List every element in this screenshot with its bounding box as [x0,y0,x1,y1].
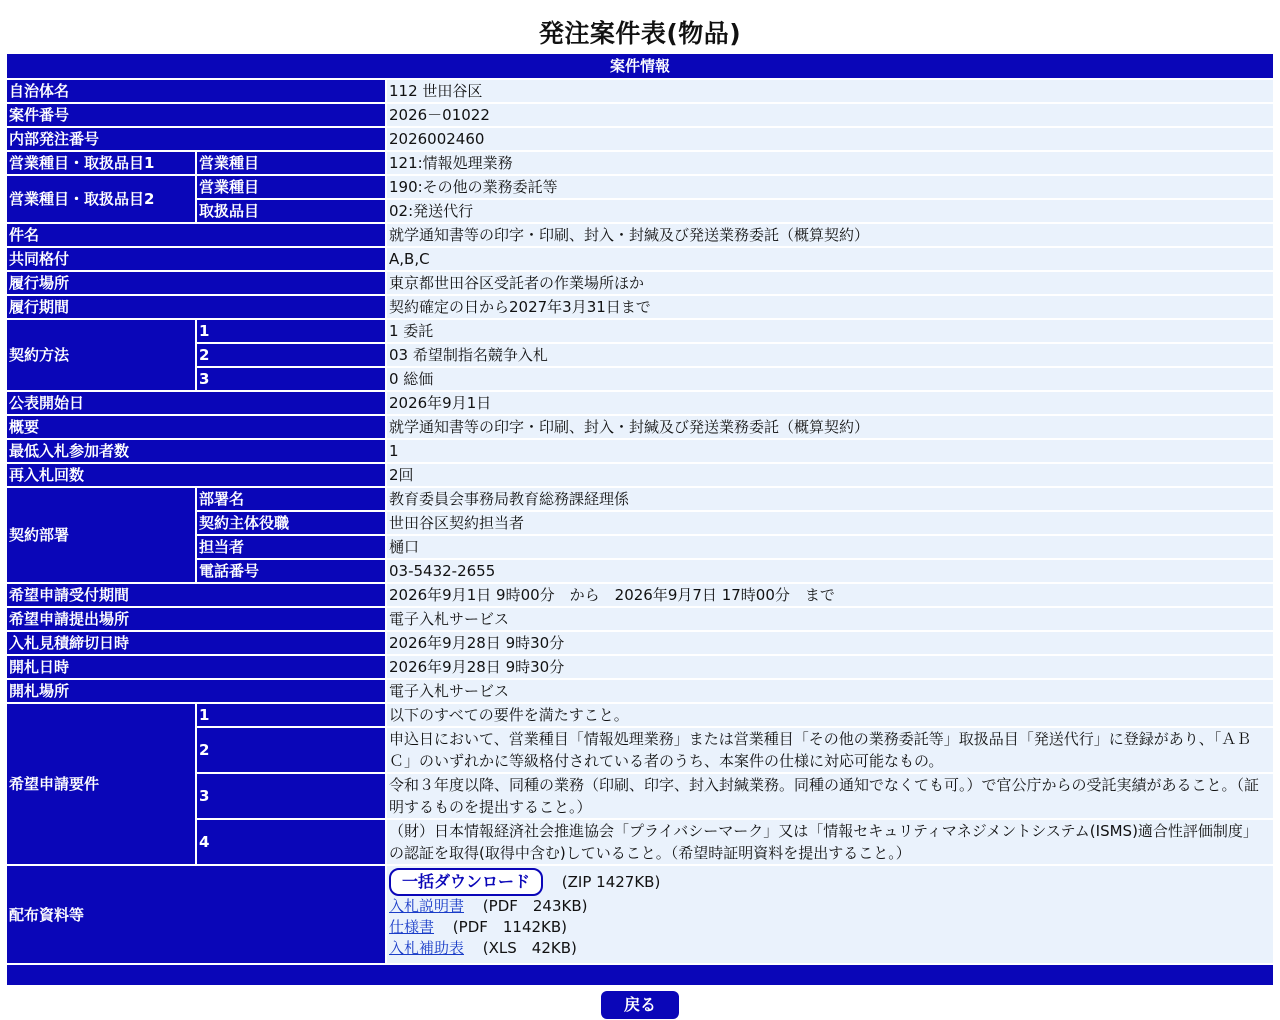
page-title: 発注案件表(物品) [538,19,742,48]
row-summary [7,416,1273,440]
row-subject [7,224,1273,248]
business-2-label: 営業種目・取扱品目2 [7,176,197,224]
row-requirement-3 [7,774,1273,820]
opening-place-label: 開札場所 [7,680,387,704]
section-header: 案件情報 [7,54,1273,80]
row-contract-method-3 [7,368,1273,392]
apply-place-label: 希望申請提出場所 [7,608,387,632]
documents-value [387,866,1273,965]
row-opening-place [7,680,1273,704]
opening-date-label: 開札日時 [7,656,387,680]
requirement-text: 以下のすべての要件を満たすこと。 [387,704,1273,728]
contract-method-label: 契約方法 [7,320,197,392]
business-2-sub1-value: 190:その他の業務委託等 [387,176,1273,200]
business-1-label: 営業種目・取扱品目1 [7,152,197,176]
requirement-text: 申込日において、営業種目「情報処理業務」または営業種目「その他の業務委託等」取扱品目「発送代行」に登録があり、「ＡＢＣ」のいずれかに等級格付されている者のうち、本案件の仕様に対応可能なもの。 [387,728,1273,774]
row-requirement-1 [7,704,1273,728]
period-value: 契約確定の日から2027年3月31日まで [387,296,1273,320]
period-label: 履行期間 [7,296,387,320]
apply-place-value: 電子入札サービス [387,608,1273,632]
requirement-no: 1 [197,704,387,728]
row-min-bidders [7,440,1273,464]
row-dept-1 [7,488,1273,512]
estimate-deadline-label: 入札見積締切日時 [7,632,387,656]
row-apply-place [7,608,1273,632]
requirement-no: 2 [197,728,387,774]
municipality-value: 112 世田谷区 [387,80,1273,104]
row-dept-2 [7,512,1273,536]
row-documents [7,866,1273,965]
dept-sub-label: 部署名 [197,488,387,512]
bulk-download-button[interactable]: 一括ダウンロード [389,868,543,896]
bulk-download-meta: (ZIP 1427KB) [561,873,661,891]
publish-date-value: 2026年9月1日 [387,392,1273,416]
file-link-bid-explanation[interactable]: 入札説明書 [389,897,465,915]
row-dept-3 [7,536,1273,560]
business-1-value: 121:情報処理業務 [387,152,1273,176]
row-contract-method-2 [7,344,1273,368]
footer-bar [7,965,1273,987]
row-internal-number [7,128,1273,152]
row-municipality [7,80,1273,104]
municipality-label: 自治体名 [7,80,387,104]
place-label: 履行場所 [7,272,387,296]
row-contract-method-1 [7,320,1273,344]
requirements-label: 希望申請要件 [7,704,197,866]
min-bidders-label: 最低入札参加者数 [7,440,387,464]
summary-value: 就学通知書等の印字・印刷、封入・封緘及び発送業務委託（概算契約） [387,416,1273,440]
row-dept-4 [7,560,1273,584]
file-meta: (PDF 243KB) [482,897,588,915]
dept-sub-label: 担当者 [197,536,387,560]
publish-date-label: 公表開始日 [7,392,387,416]
requirement-text: （財）日本情報経済社会推進協会「プライバシーマーク」又は「情報セキュリティマネジメントシステム(ISMS)適合性評価制度」の認証を取得(取得中含む)していること。（希望時証明資料を提出すること。） [387,820,1273,866]
business-2-sub1-label: 営業種目 [197,176,387,200]
back-button[interactable]: 戻る [601,991,679,1019]
row-business-2a [7,176,1273,200]
row-rebid [7,464,1273,488]
place-value: 東京都世田谷区受託者の作業場所ほか [387,272,1273,296]
opening-date-value: 2026年9月28日 9時30分 [387,656,1273,680]
row-case-number [7,104,1273,128]
min-bidders-value: 1 [387,440,1273,464]
case-number-value: 2026－01022 [387,104,1273,128]
requirement-no: 3 [197,774,387,820]
dept-sub-value: 03-5432-2655 [387,560,1273,584]
dept-sub-value: 世田谷区契約担当者 [387,512,1273,536]
row-publish-date [7,392,1273,416]
apply-period-label: 希望申請受付期間 [7,584,387,608]
subject-label: 件名 [7,224,387,248]
estimate-deadline-value: 2026年9月28日 9時30分 [387,632,1273,656]
business-1-sub-label: 営業種目 [197,152,387,176]
row-estimate-deadline [7,632,1273,656]
contract-method-no: 3 [197,368,387,392]
contract-method-no: 2 [197,344,387,368]
file-link-specification[interactable]: 仕様書 [389,918,435,936]
rebid-label: 再入札回数 [7,464,387,488]
rebid-value: 2回 [387,464,1273,488]
file-link-bid-supplement[interactable]: 入札補助表 [389,939,465,957]
joint-grade-value: A,B,C [387,248,1273,272]
internal-number-label: 内部発注番号 [7,128,387,152]
dept-label: 契約部署 [7,488,197,584]
apply-period-value: 2026年9月1日 9時00分 から 2026年9月7日 17時00分 まで [387,584,1273,608]
dept-sub-value: 教育委員会事務局教育総務課経理係 [387,488,1273,512]
dept-sub-value: 樋口 [387,536,1273,560]
row-business-1 [7,152,1273,176]
business-2-sub2-value: 02:発送代行 [387,200,1273,224]
summary-label: 概要 [7,416,387,440]
opening-place-value: 電子入札サービス [387,680,1273,704]
joint-grade-label: 共同格付 [7,248,387,272]
case-number-label: 案件番号 [7,104,387,128]
row-apply-period [7,584,1273,608]
business-2-sub2-label: 取扱品目 [197,200,387,224]
dept-sub-label: 契約主体役職 [197,512,387,536]
row-requirement-4 [7,820,1273,866]
dept-sub-label: 電話番号 [197,560,387,584]
contract-method-no: 1 [197,320,387,344]
row-requirement-2 [7,728,1273,774]
row-business-2b [7,200,1273,224]
row-joint-grade [7,248,1273,272]
row-period [7,296,1273,320]
requirement-text: 令和３年度以降、同種の業務（印刷、印字、封入封緘業務。同種の通知でなくても可。）で官公庁からの受託実績があること。（証明するものを提出すること。） [387,774,1273,820]
internal-number-value: 2026002460 [387,128,1273,152]
case-info-table [7,54,1273,987]
file-meta: (XLS 42KB) [482,939,577,957]
file-meta: (PDF 1142KB) [452,918,568,936]
contract-method-value: 1 委託 [387,320,1273,344]
contract-method-value: 03 希望制指名競争入札 [387,344,1273,368]
documents-label: 配布資料等 [7,866,387,965]
subject-value: 就学通知書等の印字・印刷、封入・封緘及び発送業務委託（概算契約） [387,224,1273,248]
row-place [7,272,1273,296]
row-opening-date [7,656,1273,680]
contract-method-value: 0 総価 [387,368,1273,392]
requirement-no: 4 [197,820,387,866]
